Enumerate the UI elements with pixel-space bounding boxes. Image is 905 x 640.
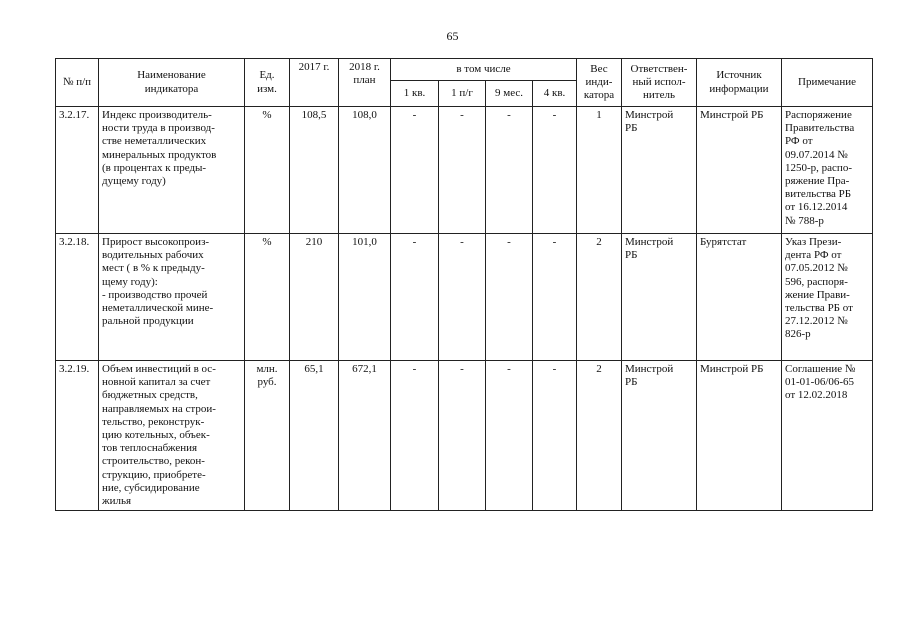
header-9m: 9 мес. bbox=[486, 81, 533, 107]
row-q4: - bbox=[533, 234, 577, 361]
header-including: в том числе bbox=[391, 59, 577, 81]
row-source: Минстрой РБ bbox=[697, 361, 782, 511]
row-9m: - bbox=[486, 107, 533, 234]
header-2017: 2017 г. bbox=[290, 59, 339, 107]
row-unit: % bbox=[245, 234, 290, 361]
header-unit: Ед. изм. bbox=[245, 59, 290, 107]
row-responsible: Минстрой РБ bbox=[622, 361, 697, 511]
header-note: Примечание bbox=[782, 59, 873, 107]
row-9m: - bbox=[486, 234, 533, 361]
header-num: № п/п bbox=[56, 59, 99, 107]
header-row-top bbox=[56, 59, 873, 81]
row-num: 3.2.18. bbox=[56, 234, 99, 361]
row-weight: 2 bbox=[577, 361, 622, 511]
row-name: Прирост высокопроиз- водительных рабочих мест ( в % к предыду- щему году): - производство прочей неметаллической мине- ральной продукции bbox=[99, 234, 245, 361]
row-weight: 1 bbox=[577, 107, 622, 234]
row-unit: % bbox=[245, 107, 290, 234]
header-q4: 4 кв. bbox=[533, 81, 577, 107]
indicators-table bbox=[55, 58, 873, 511]
row-responsible: Минстрой РБ bbox=[622, 107, 697, 234]
row-num: 3.2.17. bbox=[56, 107, 99, 234]
row-note: Указ Прези- дента РФ от 07.05.2012 № 596, распоря- жение Прави- тельства РБ от 27.12.2012 № 826-р bbox=[782, 234, 873, 361]
row-q1: - bbox=[391, 234, 439, 361]
row-num: 3.2.19. bbox=[56, 361, 99, 511]
header-name: Наименование индикатора bbox=[99, 59, 245, 107]
header-h1: 1 п/г bbox=[439, 81, 486, 107]
row-q4: - bbox=[533, 361, 577, 511]
page-number: 65 bbox=[446, 29, 459, 43]
row-h1: - bbox=[439, 107, 486, 234]
row-q1: - bbox=[391, 107, 439, 234]
header-weight: Вес инди- катора bbox=[577, 59, 622, 107]
row-2017: 108,5 bbox=[290, 107, 339, 234]
row-source: Минстрой РБ bbox=[697, 107, 782, 234]
table-row bbox=[56, 234, 873, 361]
row-q1: - bbox=[391, 361, 439, 511]
row-9m: - bbox=[486, 361, 533, 511]
table-row bbox=[56, 107, 873, 234]
row-responsible: Минстрой РБ bbox=[622, 234, 697, 361]
table-row bbox=[56, 361, 873, 511]
row-2017: 210 bbox=[290, 234, 339, 361]
row-unit: млн. руб. bbox=[245, 361, 290, 511]
row-2018: 108,0 bbox=[339, 107, 391, 234]
row-weight: 2 bbox=[577, 234, 622, 361]
header-responsible: Ответствен- ный испол- нитель bbox=[622, 59, 697, 107]
row-note: Соглашение № 01-01-06/06-65 от 12.02.2018 bbox=[782, 361, 873, 511]
row-source: Бурятстат bbox=[697, 234, 782, 361]
row-2018: 672,1 bbox=[339, 361, 391, 511]
header-2018: 2018 г. план bbox=[339, 59, 391, 107]
row-name: Объем инвестиций в ос- новной капитал за счет бюджетных средств, направляемых на строи- тельство, реконструк- цию котельных, объек- тов теплоснабжения строительство, рекон- струкцию, приобрете- ние, субсидирование жилья bbox=[99, 361, 245, 511]
row-q4: - bbox=[533, 107, 577, 234]
row-2017: 65,1 bbox=[290, 361, 339, 511]
header-source: Источник информации bbox=[697, 59, 782, 107]
row-note: Распоряжение Правительства РФ от 09.07.2014 № 1250-р, распо- ряжение Пра- вительства РБ от 16.12.2014 № 788-р bbox=[782, 107, 873, 234]
row-h1: - bbox=[439, 234, 486, 361]
row-2018: 101,0 bbox=[339, 234, 391, 361]
row-h1: - bbox=[439, 361, 486, 511]
header-q1: 1 кв. bbox=[391, 81, 439, 107]
row-name: Индекс производитель- ности труда в производ- стве неметаллических минеральных продуктов (в процентах к преды- дущему году) bbox=[99, 107, 245, 234]
